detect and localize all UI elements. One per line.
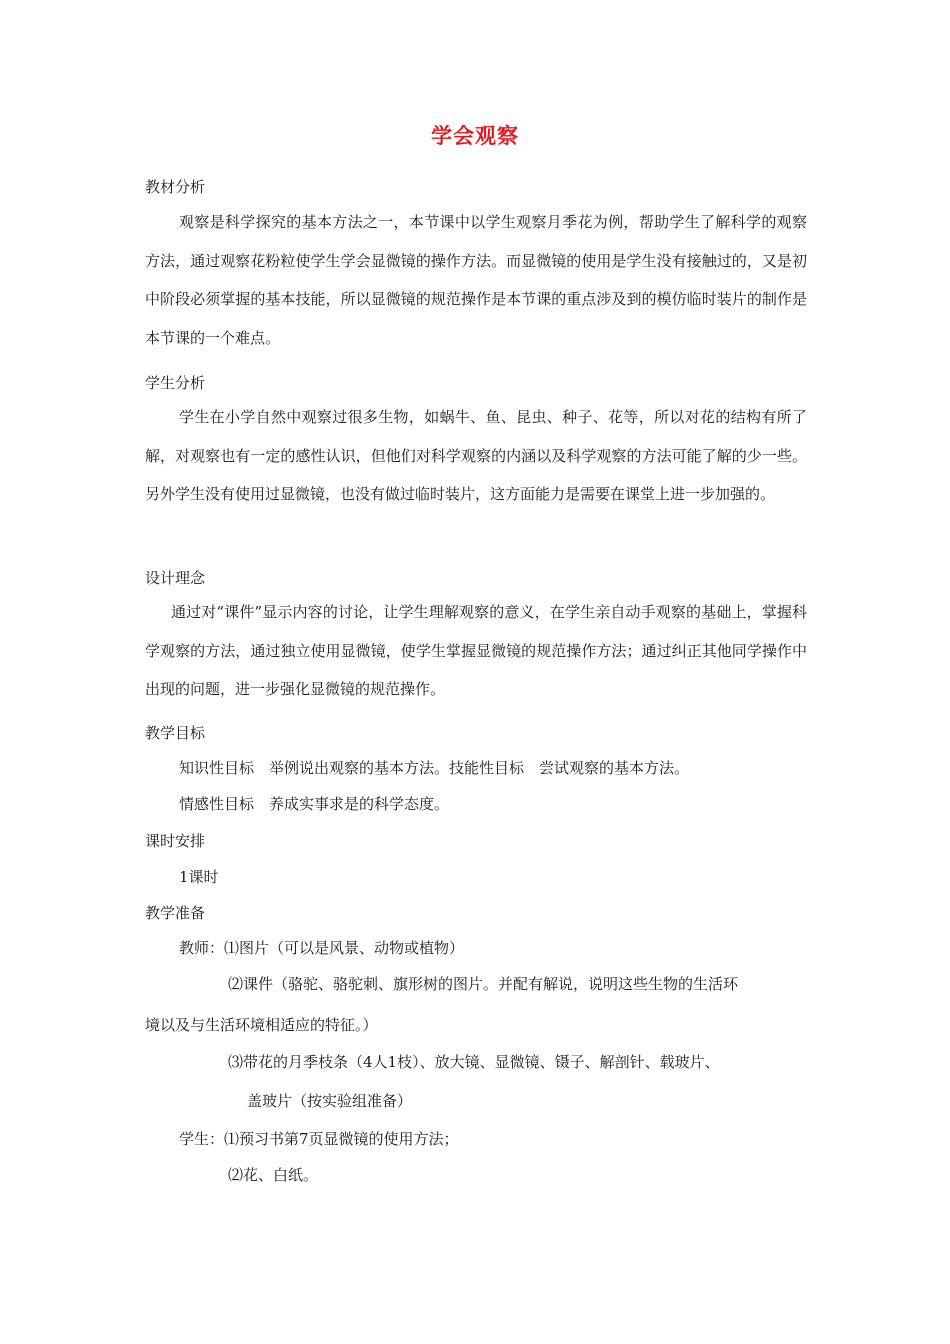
- prep-teacher-item-2-line-1: ⑵课件（骆驼、骆驼刺、旗形树的图片。并配有解说，说明这些生物的生活环: [228, 975, 739, 993]
- goals-line-1: 知识性目标 举例说出观察的基本方法。技能性目标 尝试观察的基本方法。: [179, 759, 690, 777]
- paragraph-design-concept: 通过对“课件”显示内容的讨论，让学生理解观察的意义，在学生亲自动手观察的基础上，掌握科学观察的方法，通过独立使用显微镜，使学生掌握显微镜的规范操作方法；通过纠正其他同学操作中出现的问题，进一步强化显微镜的规范操作。: [145, 603, 807, 698]
- document-title: 学会观察: [431, 123, 519, 148]
- paragraph-student-analysis: 学生在小学自然中观察过很多生物，如蜗牛、鱼、昆虫、种子、花等，所以对花的结构有所了解，对观察也有一定的感性认识，但他们对科学观察的内涵以及科学观察的方法可能了解的少一些。另外学生没有使用过显微镜，也没有做过临时装片，这方面能力是需要在课堂上进一步加强的。: [145, 408, 807, 503]
- prep-student-item-2: ⑵花、白纸。: [228, 1166, 319, 1184]
- heading-material-analysis: 教材分析: [145, 178, 206, 196]
- prep-teacher-item-3-line-1: ⑶带花的月季枝条（4人1枝）、放大镜、显微镜、镊子、解剖针、载玻片、: [228, 1053, 720, 1071]
- heading-schedule: 课时安排: [145, 832, 206, 850]
- prep-teacher-item-3-line-2: 盖玻片（按实验组准备）: [247, 1092, 413, 1110]
- heading-teaching-goals: 教学目标: [145, 724, 206, 742]
- schedule-value: 1课时: [179, 868, 219, 886]
- prep-student-item-1: 学生：⑴预习书第7页显微镜的使用方法；: [179, 1130, 459, 1148]
- prep-teacher-item-1: 教师：⑴图片（可以是风景、动物或植物）: [179, 939, 465, 957]
- heading-student-analysis: 学生分析: [145, 374, 206, 392]
- heading-design-concept: 设计理念: [145, 569, 206, 587]
- paragraph-material-analysis: 观察是科学探究的基本方法之一，本节课中以学生观察月季花为例，帮助学生了解科学的观察方法，通过观察花粉粒使学生学会显微镜的操作方法。而显微镜的使用是学生没有接触过的，又是初中阶段必须掌握的基本技能，所以显微镜的规范操作是本节课的重点涉及到的模仿临时装片的制作是本节课的一个难点。: [145, 213, 807, 347]
- prep-teacher-item-2-line-2: 境以及与生活环境相适应的特征。）: [145, 1016, 378, 1034]
- goals-line-2: 情感性目标 养成实事求是的科学态度。: [179, 795, 450, 813]
- heading-preparation: 教学准备: [145, 904, 206, 922]
